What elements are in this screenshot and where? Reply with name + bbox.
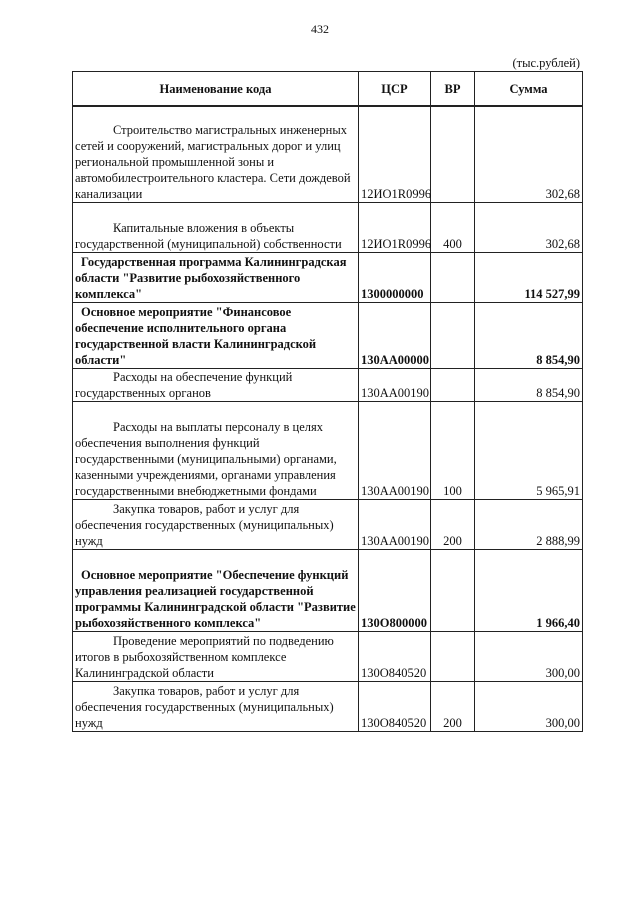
cell-name: Расходы на обеспечение функций государственных органов <box>73 368 359 401</box>
cell-name: Проведение мероприятий по подведению итогов в рыбохозяйственном комплексе Калининградской области <box>73 631 359 681</box>
units-label: (тыс.рублей) <box>512 56 580 70</box>
cell-csr: 130О800000 <box>359 549 431 631</box>
cell-name: Закупка товаров, работ и услуг для обеспечения государственных (муниципальных) нужд <box>73 681 359 731</box>
cell-name: Строительство магистральных инженерных сетей и сооружений, магистральных дорог и улиц региональной промышленной зоны и автомобилестроительного кластера. Сети дождевой канализации <box>73 106 359 202</box>
table-row <box>73 302 583 368</box>
cell-name: Основное мероприятие "Обеспечение функций управления реализацией государственной программы Калининградской области "Развитие рыбохозяйственного комплекса" <box>73 549 359 631</box>
table-row <box>73 549 583 631</box>
cell-vr <box>431 549 475 631</box>
cell-csr: 130АА00190 <box>359 368 431 401</box>
cell-sum: 5 965,91 <box>475 401 583 499</box>
header-name: Наименование кода <box>73 72 359 107</box>
cell-vr <box>431 631 475 681</box>
cell-sum: 302,68 <box>475 106 583 202</box>
header-csr: ЦСР <box>359 72 431 107</box>
header-vr: ВР <box>431 72 475 107</box>
cell-sum: 114 527,99 <box>475 252 583 302</box>
cell-sum: 8 854,90 <box>475 368 583 401</box>
cell-vr <box>431 252 475 302</box>
cell-name: Расходы на выплаты персоналу в целях обеспечения выполнения функций государственными (муниципальными) органами, казенными учреждениями, органами управления государственными внебюджетными фондами <box>73 401 359 499</box>
cell-sum: 302,68 <box>475 202 583 252</box>
cell-vr: 100 <box>431 401 475 499</box>
cell-csr: 130АА00190 <box>359 401 431 499</box>
cell-vr <box>431 106 475 202</box>
cell-vr: 200 <box>431 499 475 549</box>
table-row <box>73 681 583 731</box>
cell-name: Закупка товаров, работ и услуг для обеспечения государственных (муниципальных) нужд <box>73 499 359 549</box>
cell-sum: 2 888,99 <box>475 499 583 549</box>
cell-vr: 400 <box>431 202 475 252</box>
cell-vr <box>431 302 475 368</box>
table-row <box>73 252 583 302</box>
table-row <box>73 631 583 681</box>
cell-sum: 300,00 <box>475 631 583 681</box>
cell-csr: 130О840520 <box>359 631 431 681</box>
budget-table <box>72 71 583 732</box>
cell-name: Государственная программа Калининградская области "Развитие рыбохозяйственного комплекса" <box>73 252 359 302</box>
cell-csr: 130О840520 <box>359 681 431 731</box>
cell-csr: 12ИО1R0996 <box>359 202 431 252</box>
cell-csr: 1300000000 <box>359 252 431 302</box>
cell-csr: 130АА00190 <box>359 499 431 549</box>
table-row <box>73 106 583 202</box>
table-header-row <box>73 72 583 107</box>
page-number: 432 <box>311 22 329 36</box>
table-row <box>73 368 583 401</box>
cell-sum: 1 966,40 <box>475 549 583 631</box>
cell-sum: 300,00 <box>475 681 583 731</box>
cell-sum: 8 854,90 <box>475 302 583 368</box>
cell-vr <box>431 368 475 401</box>
table-row <box>73 401 583 499</box>
header-sum: Сумма <box>475 72 583 107</box>
cell-vr: 200 <box>431 681 475 731</box>
table-row <box>73 202 583 252</box>
cell-name: Основное мероприятие "Финансовое обеспечение исполнительного органа государственной власти Калининградской области" <box>73 302 359 368</box>
cell-name: Капитальные вложения в объекты государственной (муниципальной) собственности <box>73 202 359 252</box>
cell-csr: 12ИО1R0996 <box>359 106 431 202</box>
table-row <box>73 499 583 549</box>
cell-csr: 130АА00000 <box>359 302 431 368</box>
